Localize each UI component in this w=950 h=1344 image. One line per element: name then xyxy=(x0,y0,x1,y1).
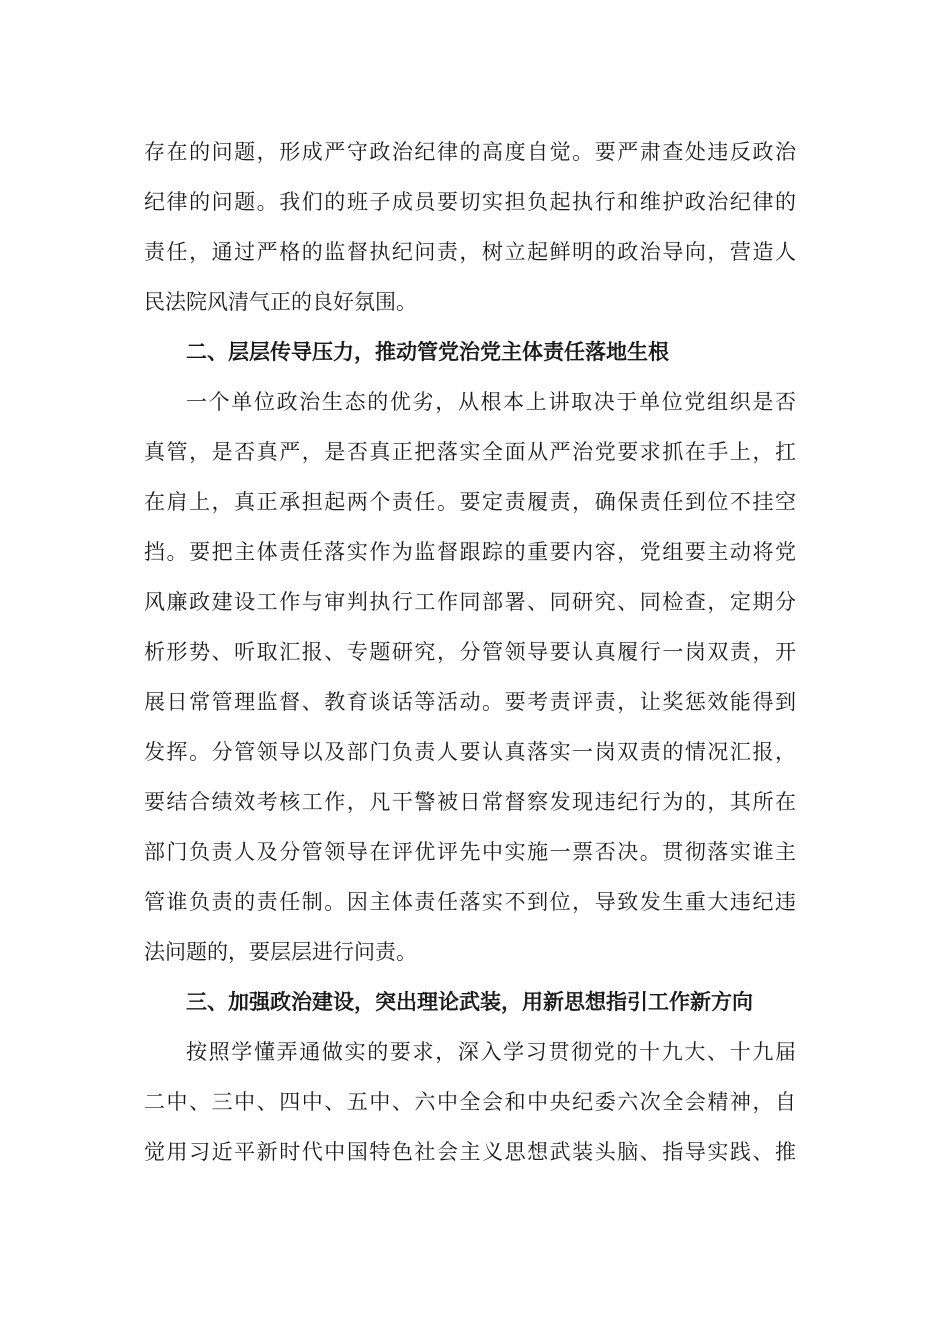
text-line: 在肩上，真正承担起两个责任。要定责履责，确保责任到位不挂空 xyxy=(144,490,796,514)
text-line: 责任，通过严格的监督执纪问责，树立起鲜明的政治导向，营造人 xyxy=(144,240,796,264)
text-line: 法问题的，要层层进行问责。 xyxy=(144,940,417,964)
text-line: 管谁负责的责任制。因主体责任落实不到位，导致发生重大违纪违 xyxy=(144,890,796,914)
text-line: 觉用习近平新时代中国特色社会主义思想武装头脑、指导实践、推 xyxy=(144,1140,796,1164)
text-line: 二中、三中、四中、五中、六中全会和中央纪委六次全会精神，自 xyxy=(144,1090,796,1114)
text-line: 按照学懂弄通做实的要求，深入学习贯彻党的十九大、十九届 xyxy=(186,1040,796,1064)
text-line: 存在的问题，形成严守政治纪律的高度自觉。要严肃查处违反政治 xyxy=(144,140,796,164)
text-line: 部门负责人及分管领导在评优评先中实施一票否决。贯彻落实谁主 xyxy=(144,840,796,864)
text-line: 民法院风清气正的良好氛围。 xyxy=(144,290,417,314)
text-line: 展日常管理监督、教育谈话等活动。要考责评责，让奖惩效能得到 xyxy=(144,690,796,714)
text-line: 发挥。分管领导以及部门负责人要认真落实一岗双责的情况汇报， xyxy=(144,740,796,764)
text-line: 析形势、听取汇报、专题研究，分管领导要认真履行一岗双责，开 xyxy=(144,640,796,664)
text-line: 纪律的问题。我们的班子成员要切实担负起执行和维护政治纪律的 xyxy=(144,190,796,214)
text-line: 要结合绩效考核工作，凡干警被日常督察发现违纪行为的，其所在 xyxy=(144,790,796,814)
section-heading-3: 三、加强政治建设，突出理论武装，用新思想指引工作新方向 xyxy=(186,990,753,1014)
text-line: 风廉政建设工作与审判执行工作同部署、同研究、同检查，定期分 xyxy=(144,590,796,614)
section-heading-2: 二、层层传导压力，推动管党治党主体责任落地生根 xyxy=(186,340,669,364)
text-line: 一个单位政治生态的优劣，从根本上讲取决于单位党组织是否 xyxy=(186,390,796,414)
text-line: 挡。要把主体责任落实作为监督跟踪的重要内容，党组要主动将党 xyxy=(144,540,796,564)
text-line: 真管，是否真严，是否真正把落实全面从严治党要求抓在手上，扛 xyxy=(144,440,796,464)
